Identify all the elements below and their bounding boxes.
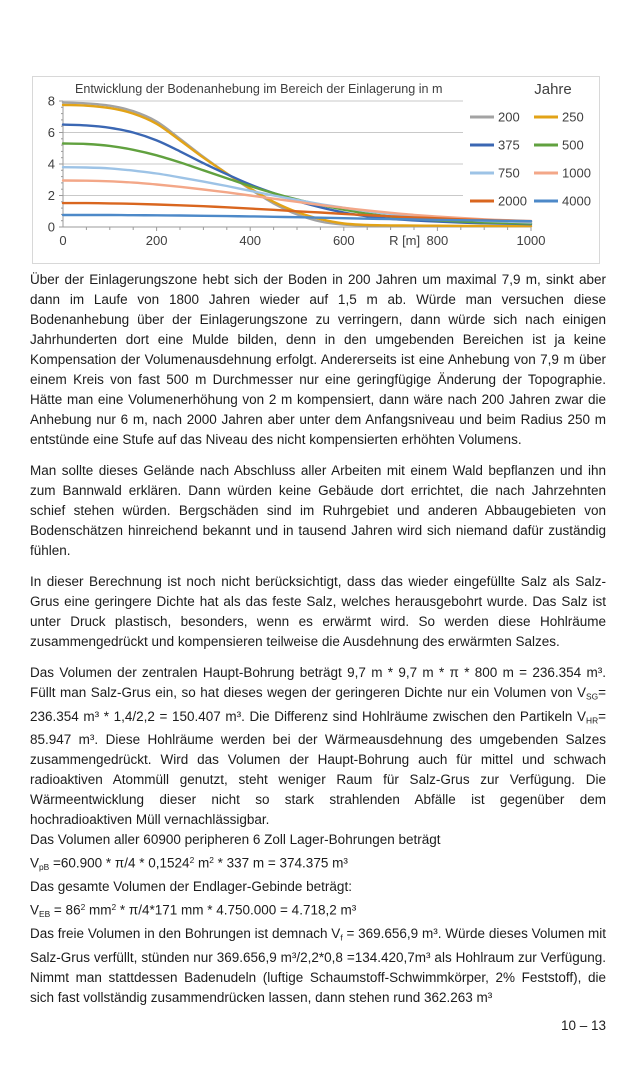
legend-label-200: 200 (498, 109, 520, 125)
x-tick-label-400: 400 (239, 233, 262, 248)
legend-label-250: 250 (562, 109, 584, 125)
series-line-375 (63, 125, 531, 225)
text-run: = 85.947 m³. Diese Hohlräume werden bei der Wärmeausdehnung des umgebenden Salzes zusammengedrückt. Wird das Volumen der Haupt-Bohrung auch für mittel und schwach radioaktiven Atommüll genutzt, steht weniger Raum für Salz-Grus zur Verfügung. Die Wärmeentwicklung dieser nicht so stark strahlenden Abfälle ist gegenüber dem hochradioaktiven Müll vernachlässigbar. (30, 708, 606, 827)
line-endlager-gebinde (30, 877, 606, 897)
text-run: 2 (189, 855, 195, 865)
x-tick-label-1000: 1000 (516, 233, 546, 248)
text-run: V (30, 902, 40, 918)
legend-title: Jahre (534, 81, 572, 98)
text-run: pB (39, 862, 50, 873)
text-run: * π/4*171 mm * 4.750.000 = 4.718,2 m³ (116, 902, 357, 918)
legend-label-750: 750 (498, 165, 520, 181)
text-run: Das Volumen aller 60900 peripheren 6 Zoll Lager-Bohrungen beträgt (30, 832, 441, 847)
series-line-2000 (63, 203, 531, 221)
text-run: In dieser Berechnung ist noch nicht berücksichtigt, dass das wieder eingefüllte Salz als Salz-Grus eine geringere Dichte hat als das feste Salz, welches herausgebohrt wurde. Das Salz ist unter Druck plastisch, besonders, wenn es erwärmt wird. So werden diese Hohlräume zusammengedrückt und kompensieren teilweise die Ausdehnung des erwärmten Salzes. (30, 574, 606, 649)
paragraph-salzgrus-dichte (30, 572, 606, 652)
text-run: = 236.354 m³ * 1,4/2,2 = 150.407 m³. Die Differenz sind Hohlräume zwischen den Partikeln V (30, 685, 606, 724)
bodenanhebung-chart (32, 76, 600, 264)
x-tick-label-0: 0 (59, 233, 67, 248)
text-run: 2 (209, 855, 214, 865)
paragraph-bodenanhebung (30, 270, 606, 450)
legend-label-2000: 2000 (498, 193, 527, 209)
x-tick-label-600: 600 (332, 233, 355, 248)
text-run: =60.900 * π/4 * 0,1524 (49, 855, 190, 871)
legend-label-500: 500 (562, 137, 584, 153)
document-body (30, 270, 606, 1008)
chart-canvas (33, 77, 599, 263)
text-run: Über der Einlagerungszone hebt sich der Boden in 200 Jahren um maximal 7,9 m, sinkt aber dann im Laufe von 1800 Jahren wieder auf 1,5 m ab. Würde man versuchen diese Bodenanhebung über der Einlagerungszone zu verringern, dann würde sich nach einigen Jahrhunderten dort eine Mulde bilden, denn in den umgebenden Bereichen ist ja keine Kompensation der Volumenausdehnung erfolgt. Andererseits ist eine Anhebung von 7,9 m über einem Kreis von fast 500 m Durchmesser nur eine geringfügige Änderung der Topographie. Hätte man eine Volumenerhöhung von 2 m kompensiert, dann wäre nach 200 Jahren zwar die Anhebung nur 6 m, nach 2000 Jahren aber unter dem Anfangsniveau und beim Radius 250 m entstünde eine Stufe auf das Niveau des nicht kompensierten erhöhten Volumens. (30, 272, 606, 447)
paragraph-freies-volumen (30, 924, 606, 1008)
text-run: 2 (111, 902, 117, 913)
y-tick-label-8: 8 (47, 93, 55, 109)
y-tick-label-2: 2 (47, 188, 55, 203)
text-run: EB (39, 909, 51, 920)
text-run: 2 (80, 902, 86, 913)
x-tick-label-200: 200 (145, 233, 168, 248)
text-run: f (340, 932, 343, 943)
text-run: SG (586, 691, 599, 702)
text-run: = 369.656,9 m³. Würde dieses Volumen mit Salz-Grus verfüllt, stünden nur 369.656,9 m³/2,2*0,8 =134.420,7m³ als Hohlraum zur Verfügung. Nimmt man stattdessen Badenudeln (luftige Schaumstoff-Schwimmkörper, 2% Feststoff), die sich fast vollständig zusammendrücken lassen, dann stehen rund 362.263 m³ (30, 926, 606, 1005)
legend-label-375: 375 (498, 137, 520, 153)
text-run: V (30, 855, 40, 871)
paragraph-bannwald (30, 461, 606, 561)
text-run: Das gesamte Volumen der Endlager-Gebinde beträgt: (30, 879, 352, 895)
x-axis-title: R [m] (389, 233, 421, 248)
y-tick-label-0: 0 (47, 219, 55, 235)
series-line-250 (63, 105, 531, 226)
y-tick-label-6: 6 (47, 125, 55, 140)
chart-title: Entwicklung der Bodenanhebung im Bereich der Einlagerung in m (75, 82, 443, 96)
line-lager-bohrungen (30, 830, 606, 850)
text-run: Man sollte dieses Gelände nach Abschluss aller Arbeiten mit einem Wald bepflanzen und ihn zum Bannwald erklären. Dann würden keine Gebäude dort errichtet, die nach Jahrzehnten schief stehen würden. Bergschäden sind im Ruhrgebiet und anderen Abbaugebieten von Bodenschätzen hinreichend bekannt und in tausend Jahren wird sich niemand dafür zuständig fühlen. (30, 463, 606, 558)
text-run: * 337 m = 374.375 m³ (213, 855, 348, 871)
page-number: 10 – 13 (560, 1018, 606, 1033)
x-tick-label-800: 800 (426, 233, 449, 248)
text-run: HR (586, 715, 599, 725)
text-run: mm (85, 902, 112, 918)
legend-label-1000: 1000 (562, 165, 591, 181)
text-run: m (194, 855, 210, 871)
text-run: Das freie Volumen in den Bohrungen ist demnach V (30, 926, 341, 942)
text-run: Das Volumen der zentralen Haupt-Bohrung beträgt 9,7 m * 9,7 m * π * 800 m = 236.354 m³. Füllt man Salz-Grus ein, so hat dieses wegen der geringeren Dichte nur ein Volumen von V (30, 665, 606, 700)
text-run: = 86 (50, 902, 81, 918)
y-tick-label-4: 4 (47, 156, 55, 172)
paragraph-hauptbohrung-volumen (30, 663, 606, 830)
formula-vpb (30, 850, 606, 877)
formula-veb (30, 897, 606, 924)
legend-label-4000: 4000 (562, 193, 591, 209)
